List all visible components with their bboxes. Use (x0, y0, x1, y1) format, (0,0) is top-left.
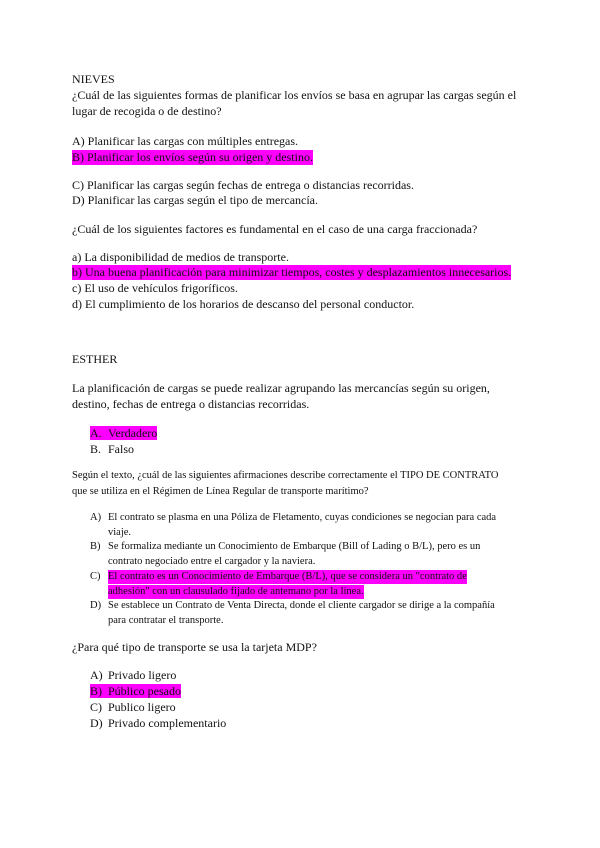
question-2-option-c: c) El uso de vehículos frigoríficos. (72, 281, 238, 295)
option-marker: B. (90, 442, 102, 456)
esther-q1-option-b (90, 442, 134, 457)
question-1-option-c: C) Planificar las cargas según fechas de entrega o distancias recorridas. (72, 178, 414, 192)
esther-question-2-line-1: Según el texto, ¿cuál de las siguientes afirmaciones describe correctamente el TIPO DE CONTRATO (72, 470, 499, 481)
esther-q2-option-c-marker: C) (90, 571, 101, 582)
esther-q3-option-c (90, 700, 176, 715)
section-heading-esther: ESTHER (72, 352, 118, 366)
option-text-highlighted: Verdadero (108, 426, 158, 440)
option-marker: C) (90, 700, 102, 714)
esther-q3-option-a (90, 668, 176, 683)
esther-question-1-line-2: destino, fechas de entrega o distancias recorridas. (72, 397, 310, 411)
question-1-line-2: lugar de recogida o de destino? (72, 104, 222, 118)
esther-question-1-line-1: La planificación de cargas se puede realizar agrupando las mercancías según su origen, (72, 381, 490, 395)
option-text: Privado ligero (108, 668, 177, 682)
question-2-option-d: d) El cumplimiento de los horarios de descanso del personal conductor. (72, 297, 415, 311)
section-heading-nieves: NIEVES (72, 72, 115, 86)
esther-q2-option-a-line-2: viaje. (108, 527, 132, 538)
esther-question-2-line-2: que se utiliza en el Régimen de Línea Regular de transporte marítimo? (72, 486, 369, 497)
question-2-option-a: a) La disponibilidad de medios de transporte. (72, 250, 289, 264)
question-1-option-d: D) Planificar las cargas según el tipo de mercancía. (72, 193, 319, 207)
esther-q2-option-d-marker: D) (90, 600, 102, 611)
esther-q2-option-a-marker: A) (90, 512, 102, 523)
esther-q3-option-d (90, 716, 226, 731)
question-1-option-a: A) Planificar las cargas con múltiples entregas. (72, 134, 299, 148)
esther-q1-option-a (90, 426, 157, 441)
question-2-line-1: ¿Cuál de los siguientes factores es fundamental en el caso de una carga fraccionada? (72, 222, 478, 236)
option-marker: A. (90, 426, 102, 440)
question-2-option-b-highlighted: b) Una buena planificación para minimizar tiempos, costes y desplazamientos innecesarios. (72, 265, 512, 279)
esther-q3-option-b (90, 684, 181, 699)
esther-q2-option-b-line-1: Se formaliza mediante un Conocimiento de Embarque (Bill of Lading o B/L), pero es un (108, 541, 481, 552)
esther-q2-option-c-line-1-highlighted: El contrato es un Conocimiento de Embarque (B/L), que se considera un "contrato de (108, 571, 467, 582)
esther-q2-option-d-line-1: Se establece un Contrato de Venta Directa, donde el cliente cargador se dirige a la compañía (108, 600, 495, 611)
option-text: Privado complementario (108, 716, 227, 730)
question-1-line-1: ¿Cuál de las siguientes formas de planificar los envíos se basa en agrupar las cargas según el (72, 88, 517, 102)
option-text: Falso (108, 442, 135, 456)
question-1-option-b-highlighted: B) Planificar los envíos según su origen y destino. (72, 150, 313, 164)
option-marker: A) (90, 668, 103, 682)
option-marker: B) (90, 684, 102, 698)
option-text-highlighted: Público pesado (108, 684, 181, 698)
esther-question-3-line-1: ¿Para qué tipo de transporte se usa la tarjeta MDP? (72, 640, 317, 654)
option-text: Publico ligero (108, 700, 176, 714)
esther-q2-option-c-line-2-highlighted: adhesión" con un clausulado fijado de antemano por la línea. (108, 586, 364, 597)
esther-q2-option-b-marker: B) (90, 541, 101, 552)
esther-q2-option-a-line-1: El contrato se plasma en una Póliza de Fletamento, cuyas condiciones se negocian para cada (108, 512, 497, 523)
esther-q2-option-b-line-2: contrato negociado entre el cargador y la naviera. (108, 556, 316, 567)
esther-q2-option-d-line-2: para contratar el transporte. (108, 615, 224, 626)
option-marker: D) (90, 716, 103, 730)
